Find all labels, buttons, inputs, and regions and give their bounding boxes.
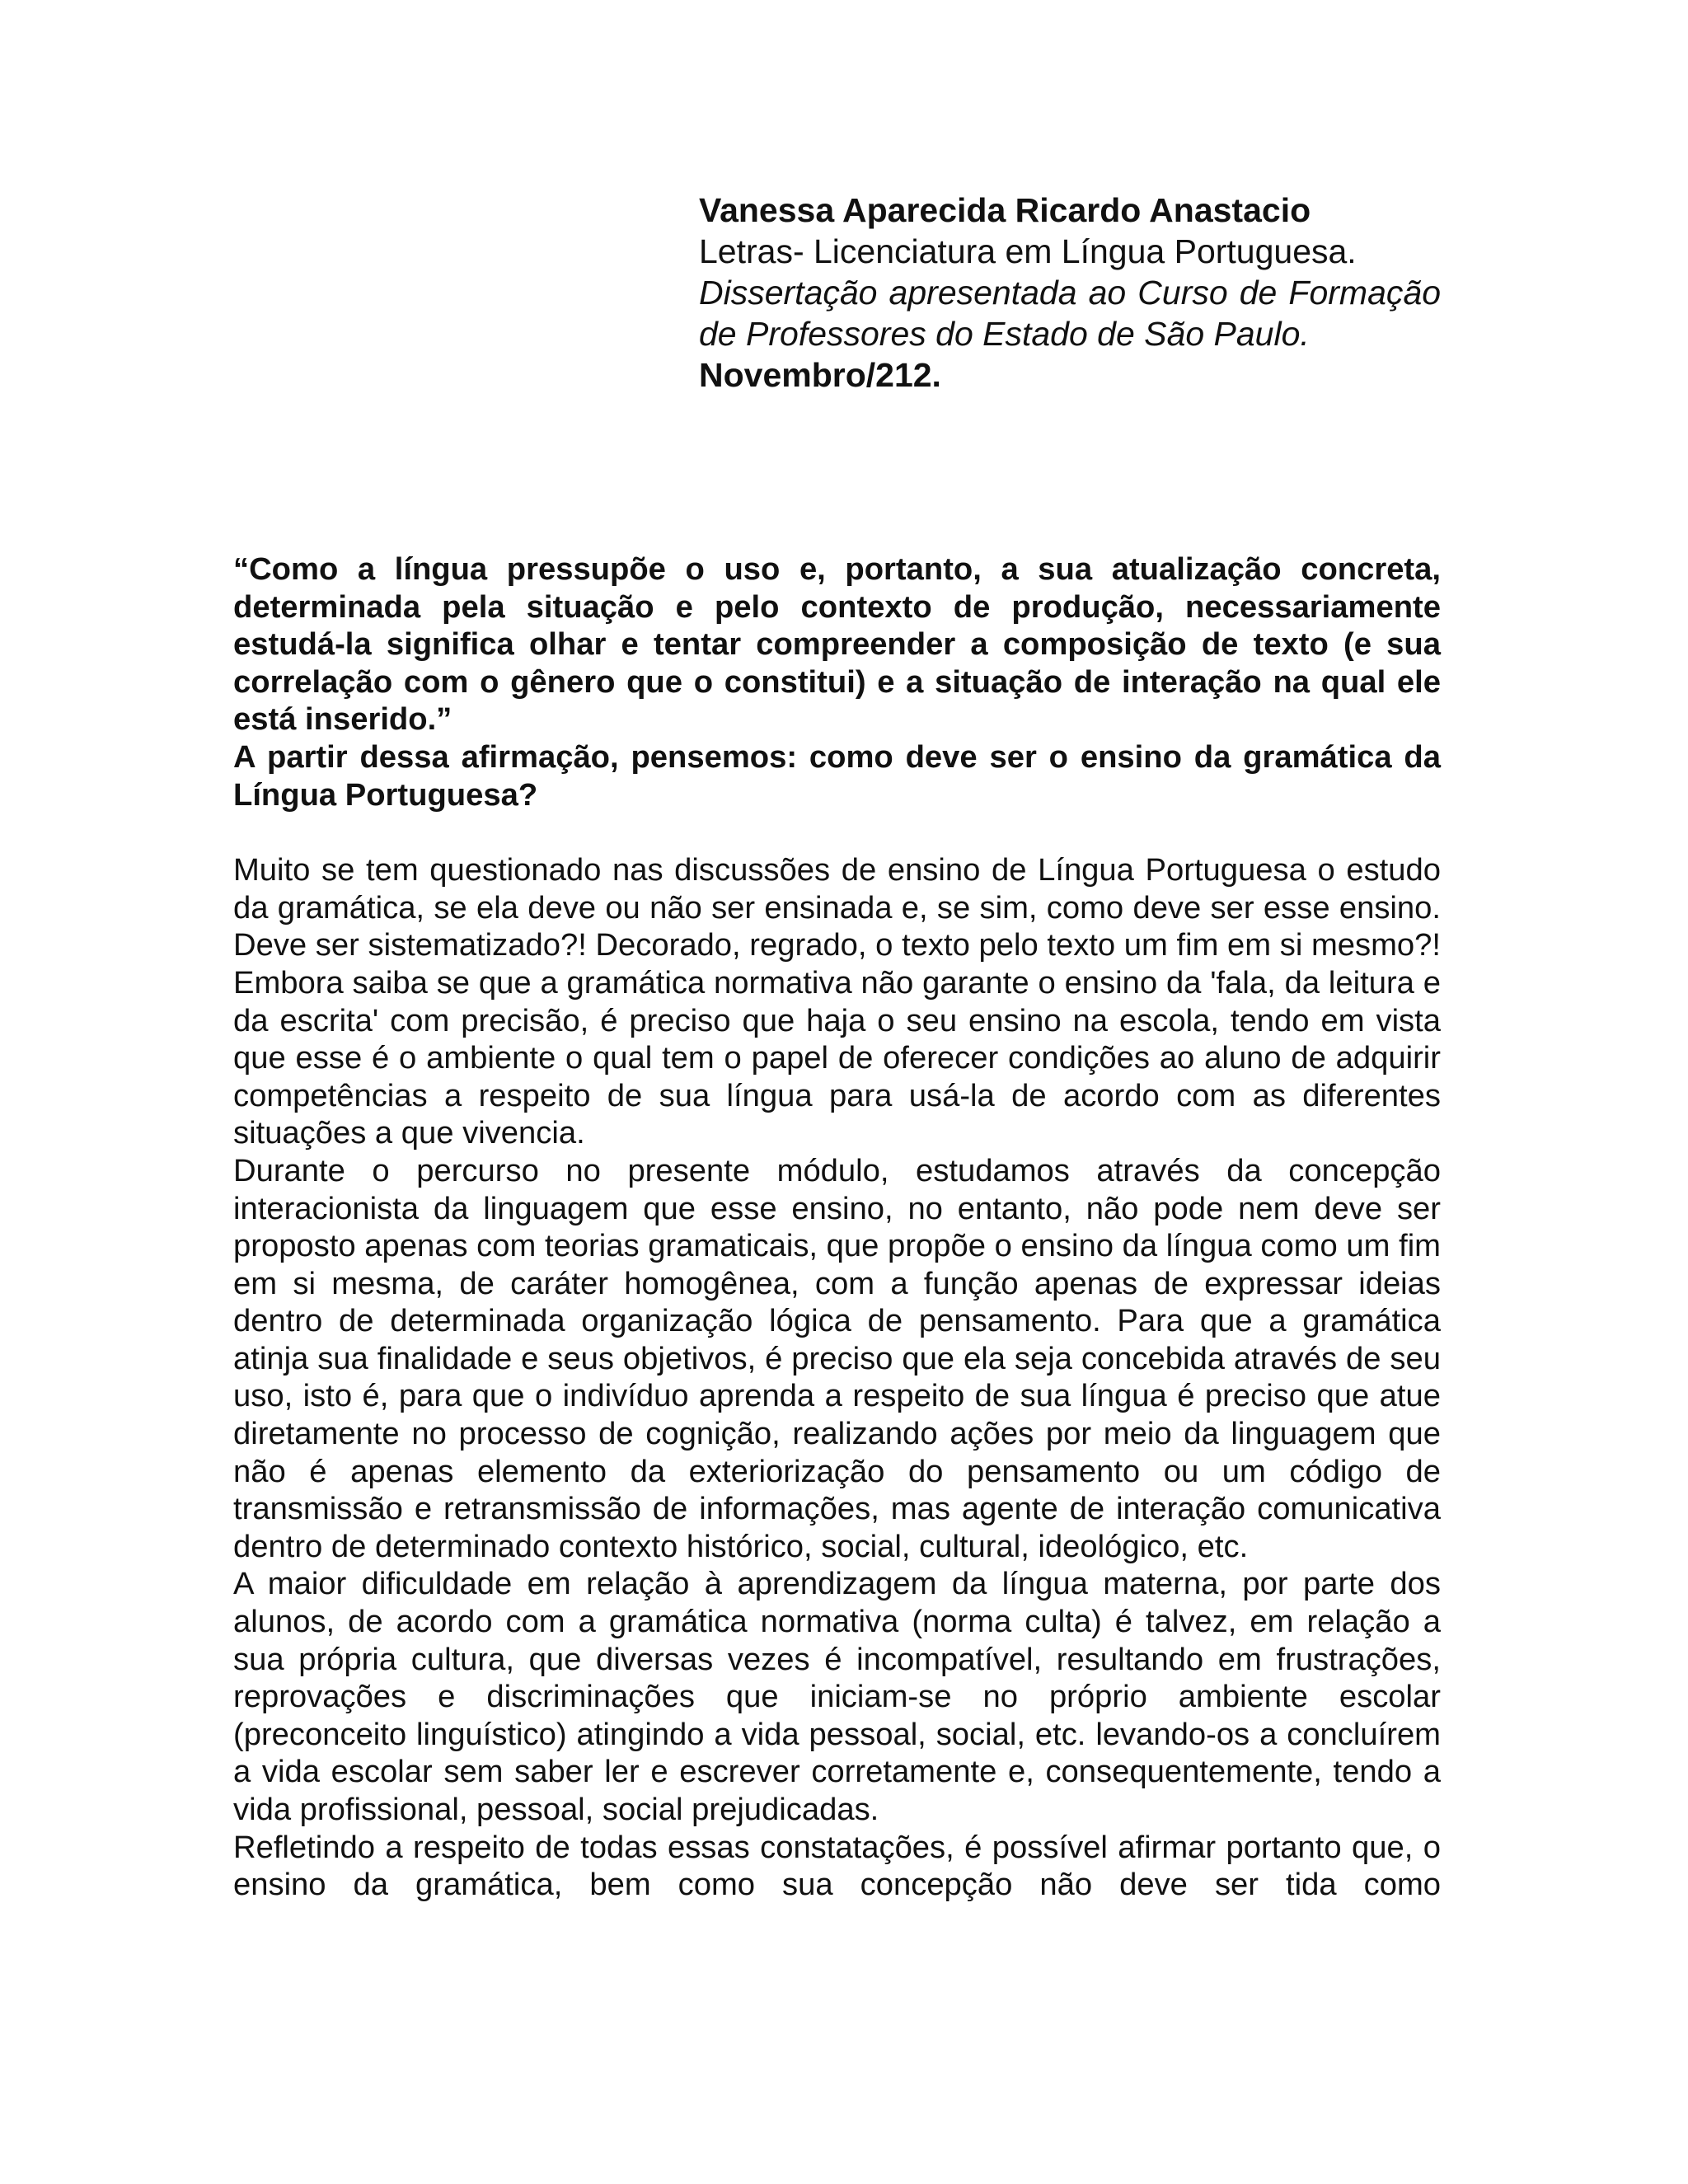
guiding-question: A partir dessa afirmação, pensemos: como deve ser o ensino da gramática da Língua Portuguesa?: [233, 738, 1441, 813]
body-paragraph: Durante o percurso no presente módulo, estudamos através da concepção interacionista da linguagem que esse ensino, no entanto, não pode nem deve ser proposto apenas com teorias gramaticais, que propõe o ensino da língua como um fim em si mesma, de caráter homogênea, com a função apenas de expressar ideias dentro de determinada organização lógica de pensamento. Para que a gramática atinja sua finalidade e seus objetivos, é preciso que ela seja concebida através de seu uso, isto é, para que o indivíduo aprenda a respeito de sua língua é preciso que atue diretamente no processo de cognição, realizando ações por meio da linguagem que não é apenas elemento da exteriorização do pensamento ou um código de transmissão e retransmissão de informações, mas agente de interação comunicativa dentro de determinado contexto histórico, social, cultural, ideológico, etc.: [233, 1152, 1441, 1564]
body-paragraph: Refletindo a respeito de todas essas constatações, é possível afirmar portanto que, o ensino da gramática, bem como sua concepção não deve ser tida como: [233, 1829, 1441, 1903]
spacer: [233, 813, 1441, 851]
dissertation-note: Dissertação apresentada ao Curso de Formação de Professores do Estado de São Paulo.: [699, 274, 1441, 353]
body-paragraph: Muito se tem questionado nas discussões de ensino de Língua Portuguesa o estudo da gramática, se ela deve ou não ser ensinada e, se sim, como deve ser esse ensino. Deve ser sistematizado?! Decorado, regrado, o texto pelo texto um fim em si mesmo?! Embora saiba se que a gramática normativa não garante o ensino da 'fala, da leitura e da escrita' com precisão, é preciso que haja o seu ensino na escola, tendo em vista que esse é o ambiente o qual tem o papel de oferecer condições ao aluno de adquirir competências a respeito de sua língua para usá-la de acordo com as diferentes situações a que vivencia.: [233, 852, 1441, 1151]
document-content: [233, 551, 1441, 1904]
author-name: Vanessa Aparecida Ricardo Anastacio: [699, 191, 1311, 229]
date: Novembro/212.: [699, 356, 941, 394]
epigraph-quote: “Como a língua pressupõe o uso e, portanto, a sua atualização concreta, determinada pela situação e pelo contexto de produção, necessariamente estudá-la significa olhar e tentar compreender a composição de texto (e sua correlação com o gênero que o constitui) e a situação de interação na qual ele está inserido.”: [233, 551, 1441, 738]
body-paragraph: A maior dificuldade em relação à aprendizagem da língua materna, por parte dos alunos, de acordo com a gramática normativa (norma culta) é talvez, em relação a sua própria cultura, que diversas vezes é incompatível, resultando em frustrações, reprovações e discriminações que iniciam-se no próprio ambiente escolar (preconceito linguístico) atingindo a vida pessoal, social, etc. levando-os a concluírem a vida escolar sem saber ler e escrever corretamente e, consequentemente, tendo a vida profissional, pessoal, social prejudicadas.: [233, 1566, 1441, 1827]
header-block: [699, 190, 1441, 396]
course-name: Letras- Licenciatura em Língua Portuguesa.: [699, 232, 1357, 270]
